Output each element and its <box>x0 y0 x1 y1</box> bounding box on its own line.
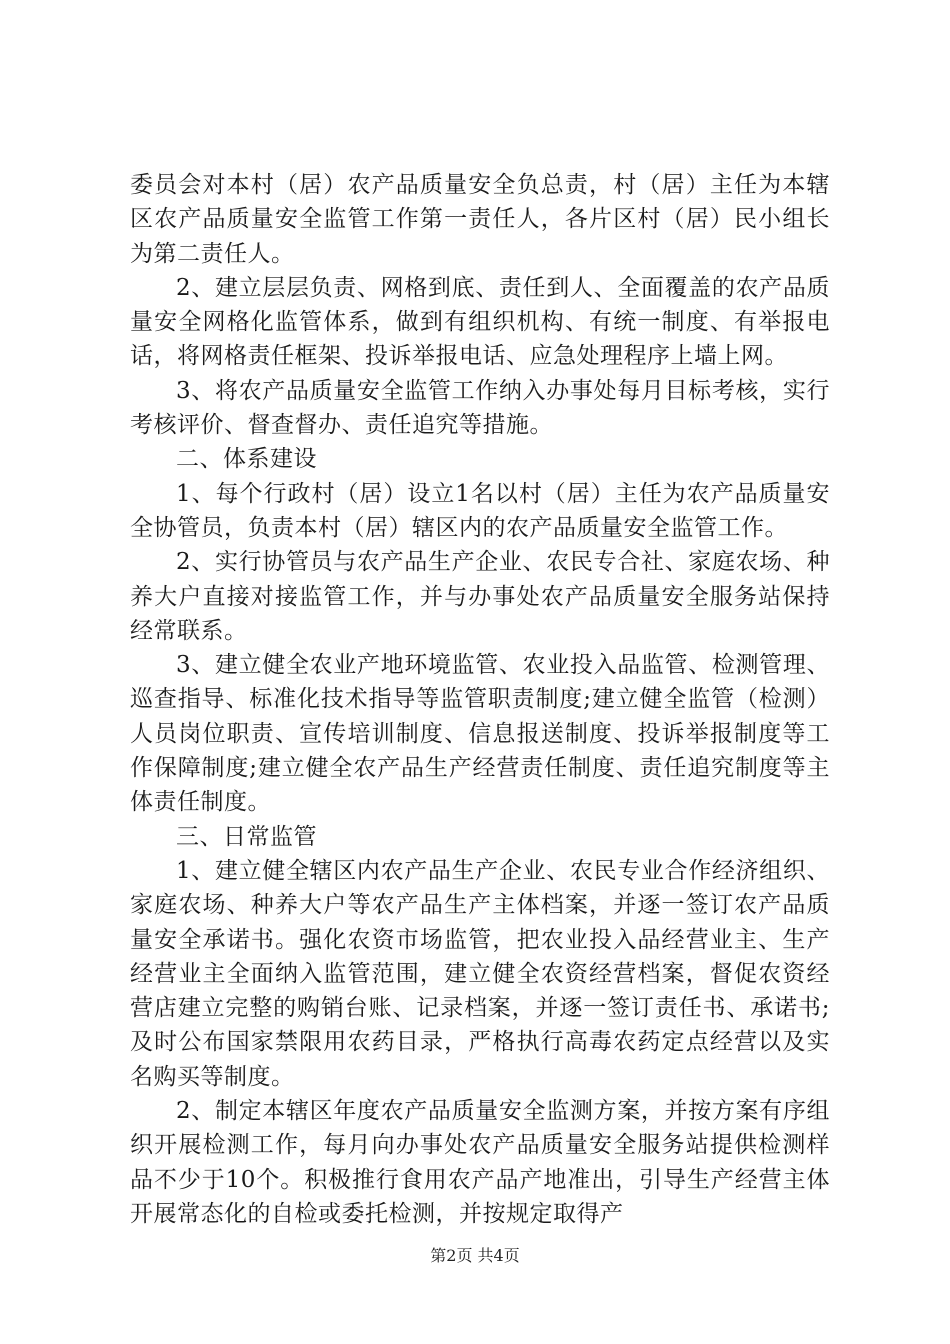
paragraph-10: 2、制定本辖区年度农产品质量安全监测方案，并按方案有序组织开展检测工作，每月向办事处农产品质量安全服务站提供检测样品不少于10个。积极推行食用农产品产地准出，引导生产经营主体开展常态化的自检或委托检测，并按规定取得产 <box>130 1098 830 1227</box>
paragraph-2: 2、建立层层负责、网格到底、责任到人、全面覆盖的农产品质量安全网格化监管体系，做到有组织机构、有统一制度、有举报电话，将网格责任框架、投诉举报电话、应急处理程序上墙上网。 <box>130 274 830 370</box>
paragraph-7: 3、建立健全农业产地环境监管、农业投入品监管、检测管理、巡查指导、标准化技术指导等监管职责制度;建立健全监管（检测）人员岗位职责、宣传培训制度、信息报送制度、投诉举报制度等工作保障制度;建立健全农产品生产经营责任制度、责任追究制度等主体责任制度。 <box>130 652 830 816</box>
paragraph-3: 3、将农产品质量安全监管工作纳入办事处每月目标考核，实行考核评价、督查督办、责任追究等措施。 <box>130 377 830 439</box>
paragraph-9: 1、建立健全辖区内农产品生产企业、农民专业合作经济组织、家庭农场、种养大户等农产品生产主体档案，并逐一签订农产品质量安全承诺书。强化农资市场监管，把农业投入品经营业主、生产经营业主全面纳入监管范围，建立健全农资经营档案，督促农资经营店建立完整的购销台账、记录档案，并逐一签订责任书、承诺书;及时公布国家禁限用农药目录，严格执行高毒农药定点经营以及实名购买等制度。 <box>130 857 830 1090</box>
section-heading-system-building: 二、体系建设 <box>176 446 317 473</box>
page-number-footer: 第2页 共4页 <box>430 1246 520 1265</box>
paragraph-5: 1、每个行政村（居）设立1名以村（居）主任为农产品质量安全协管员，负责本村（居）辖区内的农产品质量安全监管工作。 <box>130 480 830 541</box>
section-heading-daily-supervision: 三、日常监管 <box>176 823 317 850</box>
paragraph-1: 委员会对本村（居）农产品质量安全负总责，村（居）主任为本辖区农产品质量安全监管工作第一责任人，各片区村（居）民小组长为第二责任人。 <box>130 172 830 267</box>
document-body <box>130 168 830 1231</box>
paragraph-6: 2、实行协管员与农产品生产企业、农民专合社、家庭农场、种养大户直接对接监管工作，并与办事处农产品质量安全服务站保持经常联系。 <box>130 549 830 644</box>
